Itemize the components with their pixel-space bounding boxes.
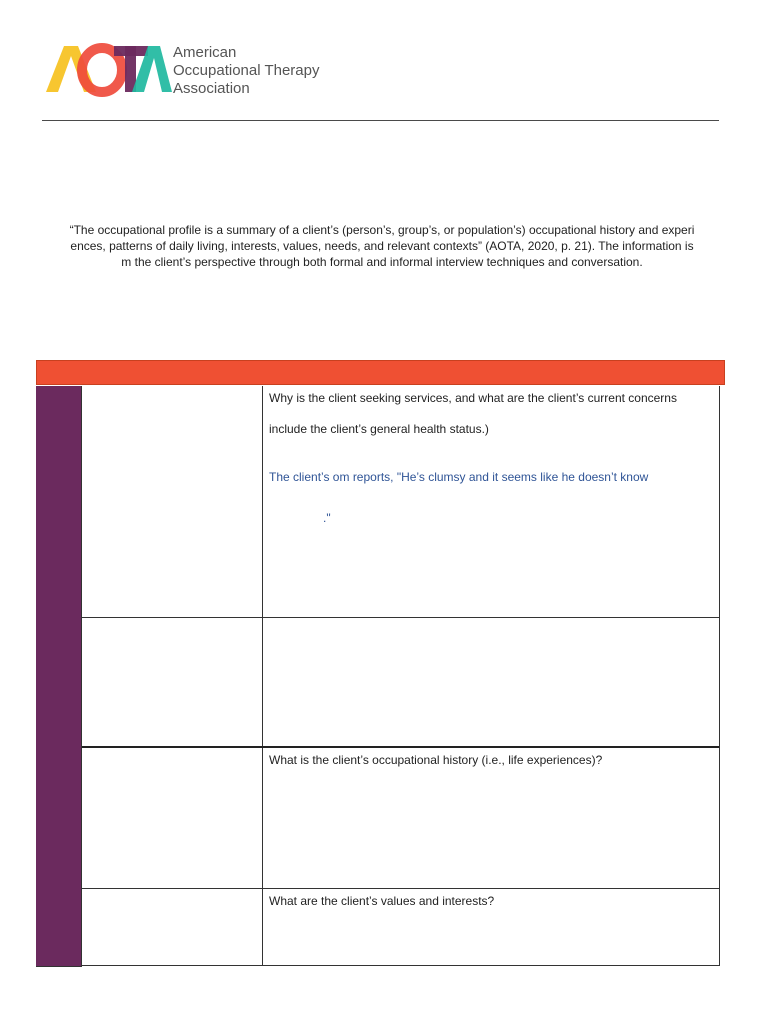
intro-line-1: “The occupational profile is a summary of a client’s (person’s, group’s, or population’s) occupational history and experi xyxy=(69,223,695,237)
answer-text: The client’s om reports, "He’s clumsy and it seems like he doesn’t know xyxy=(269,470,649,484)
org-name-line-2: Occupational Therapy xyxy=(173,62,320,79)
header-divider xyxy=(42,120,719,121)
row-content-cell[interactable] xyxy=(263,618,719,746)
row-content-cell[interactable] xyxy=(263,889,719,965)
question-continuation: include the client’s general health status.) xyxy=(269,422,489,436)
table-row xyxy=(82,386,719,617)
aota-logo xyxy=(44,42,172,98)
answer-text-end: ." xyxy=(323,511,331,525)
intro-line-3: m the client’s perspective through both formal and informal interview techniques and conversation. xyxy=(121,255,643,269)
row-label-cell xyxy=(82,889,263,965)
row-label-cell xyxy=(82,386,263,617)
org-name-line-1: American xyxy=(173,44,237,61)
table-row xyxy=(82,617,719,746)
table-header-band xyxy=(36,360,725,385)
question-text: Why is the client seeking services, and what are the client’s current concerns xyxy=(269,391,677,405)
row-content-cell[interactable] xyxy=(263,748,719,888)
question-text: What is the client’s occupational history (i.e., life experiences)? xyxy=(269,753,603,767)
row-label-cell xyxy=(82,618,263,746)
organization-name xyxy=(173,44,319,98)
intro-paragraph xyxy=(30,222,734,270)
org-name-line-3: Association xyxy=(173,80,250,97)
question-text: What are the client’s values and interests? xyxy=(269,894,495,908)
row-content-cell[interactable] xyxy=(263,386,719,617)
intro-line-2: ences, patterns of daily living, interests, values, needs, and relevant contexts” (AOTA, 2020, p. 21). The information is xyxy=(70,239,694,253)
row-label-cell xyxy=(82,748,263,888)
table-row xyxy=(82,746,719,888)
table-side-bar xyxy=(36,386,82,967)
profile-table xyxy=(81,386,720,966)
table-row xyxy=(82,888,719,965)
